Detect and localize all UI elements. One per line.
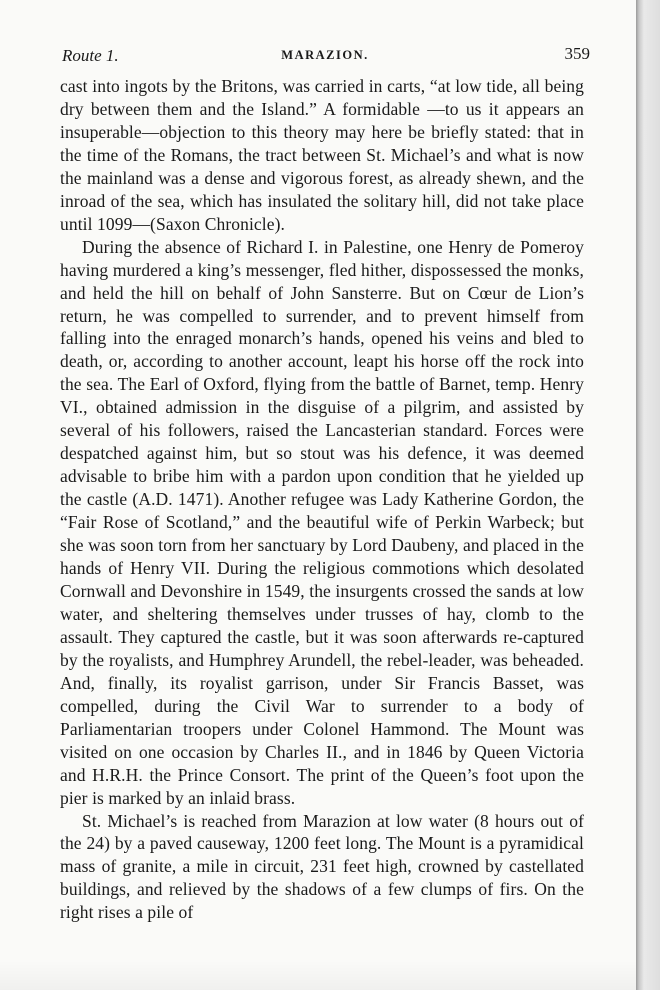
paragraph-causeway: St. Michael’s is reached from Marazion at low water (8 hours out of the 24) by a paved causeway, 1200 feet long. The Mount is a pyramidical mass of granite, a mile in circuit, 231 feet high, crowned by castellated buildings, and relieved by the shadows of a few clumps of firs. On the right rises a pile of	[60, 810, 584, 923]
page-number: 359	[564, 44, 590, 63]
running-title: MARAZION.	[281, 48, 369, 62]
page-bottom-shade	[0, 960, 648, 990]
page-edge	[636, 0, 660, 990]
route-label: Route 1.	[62, 46, 119, 65]
running-header	[60, 44, 590, 70]
paragraph-history: During the absence of Richard I. in Palestine, one Henry de Pomeroy having murdered a king’s messenger, fled hither, dispossessed the monks, and held the hill on behalf of John Sansterre. But on Cœur de Lion’s return, he was compelled to surrender, and to prevent himself from falling into the enraged monarch’s hands, opened his veins and bled to death, or, according to another account, leapt his horse off the rock into the sea. The Earl of Oxford, flying from the battle of Barnet, temp. Henry VI., obtained admission in the disguise of a pilgrim, and assisted by several of his followers, raised the Lancasterian standard. Forces were despatched against him, but so stout was his defence, it was deemed advisable to bribe him with a pardon upon condition that he yielded up the castle (A.D. 1471). Another refugee was Lady Katherine Gordon, the “Fair Rose of Scotland,” and the beautiful wife of Perkin Warbeck; but she was soon torn from her sanctuary by Lord Daubeny, and placed in the hands of Henry VII. During the religious commotions which desolated Cornwall and Devonshire in 1549, the insurgents crossed the sands at low water, and sheltering themselves under trusses of hay, clomb to the assault. They captured the castle, but it was soon afterwards re-captured by the royalists, and Humphrey Arundell, the rebel-leader, was beheaded. And, finally, its royalist garrison, under Sir Francis Basset, was compelled, during the Civil War to surrender to a body of Parliamentarian troopers under Colonel Hammond. The Mount was visited on one occasion by Charles II., and in 1846 by Queen Victoria and H.R.H. the Prince Consort. The print of the Queen’s foot upon the pier is marked by an inlaid brass.	[60, 236, 585, 808]
paragraph-continued: cast into ingots by the Britons, was carried in carts, “at low tide, all being dry between them and the Island.” A formidable —to us it appears an insuperable—objection to this theory may here be briefly stated: that in the time of the Romans, the tract between St. Michael’s and what is now the mainland was a dense and vigorous forest, as already shewn, and the inroad of the sea, which has insulated the solitary hill, did not take place until 1099—(Saxon Chronicle).	[60, 76, 584, 234]
body-text	[60, 75, 584, 924]
